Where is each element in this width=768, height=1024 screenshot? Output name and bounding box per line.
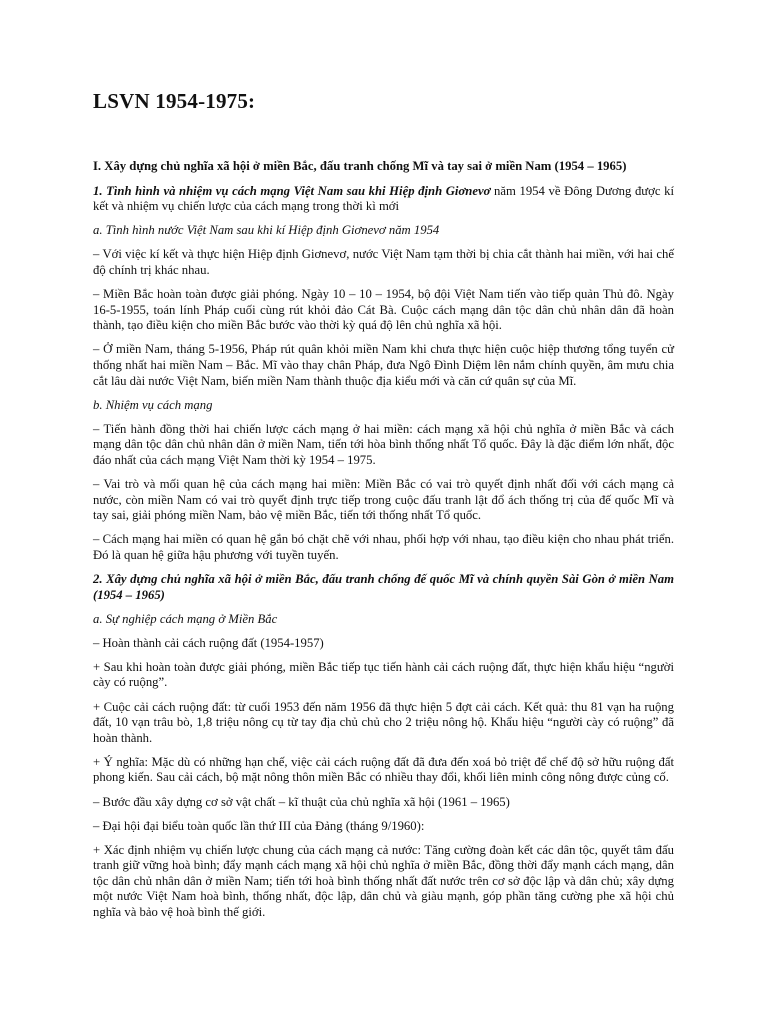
paragraph-6: – Cách mạng hai miền có quan hệ gắn bó chặt chẽ với nhau, phối hợp với nhau, tạo điều kiện cho nhau phát triển. Đó là quan hệ giữa hậu phương với tuyền tuyến. [93,532,674,562]
paragraph-9: + Cuộc cải cách ruộng đất: từ cuối 1953 đến năm 1956 đã thực hiện 5 đợt cải cách. Kết quả: thu 81 vạn ha ruộng đất, 10 vạn trâu bò, 1,8 triệu nông cụ từ tay địa chủ chủ cho 2 triệu nông hộ. Khẩu hiệu “người cày có ruộng” đã hoàn thành. [93,699,674,745]
paragraph-11: – Bước đầu xây dựng cơ sở vật chất – kĩ thuật của chủ nghĩa xã hội (1961 – 1965) [93,794,510,809]
item-b1: b. Nhiệm vụ cách mạng [93,397,213,412]
paragraph-12: – Đại hội đại biểu toàn quốc lần thứ III của Đảng (tháng 9/1960): [93,818,425,833]
paragraph-10: + Ý nghĩa: Mặc dù có những hạn chế, việc cải cách ruộng đất đã đưa đến xoá bỏ triệt để chế độ sở hữu ruộng đất phong kiến. Sau cải cách, bộ mặt nông thôn miền Bắc có nhiều thay đổi, khối liên minh công nông được củng cố. [93,754,674,785]
section-heading-1: I. Xây dựng chủ nghĩa xã hội ở miền Bắc, đấu tranh chống Mĩ và tay sai ở miền Nam (1954 – 1965) [93,159,627,173]
paragraph-13: + Xác định nhiệm vụ chiến lược chung của cách mạng cả nước: Tăng cường đoàn kết các dân tộc, quyết tâm đấu tranh giữ vững hoà bình; đẩy mạnh cách mạng xã hội chủ nghĩa ở miền Bắc, đồng thời đẩy mạnh cách mạng, dân tộc dân chủ nhân dân ở miền Nam; tiến tới hoà bình thống nhất đất nước trên cơ sở độc lập và dân chủ; xây dựng một nước Việt Nam hoà bình, thống nhất, độc lập, dân chủ và giàu mạnh, góp phần tăng cường phe xã hội chủ nghĩa và bảo vệ hoà bình thế giới. [93,842,674,920]
paragraph-2: – Miền Bắc hoàn toàn được giải phóng. Ngày 10 – 10 – 1954, bộ đội Việt Nam tiến vào tiếp quản Thủ đô. Ngày 16-5-1955, toán lính Pháp cuối cùng rút khỏi đảo Cát Bà. Cuộc cách mạng dân tộc dân chủ nhân dân đã hoàn thành, tạo điều kiện cho miền Bắc bước vào thời kỳ quá độ lên chủ nghĩa xã hội. [93,287,674,333]
document-title: LSVN 1954-1975: [93,89,256,113]
subsection-heading-2: 2. Xây dựng chủ nghĩa xã hội ở miền Bắc, đấu tranh chống đế quốc Mĩ và chính quyền Sài Gòn ở miền Nam (1954 – 1965) [93,571,674,602]
item-a2: a. Sự nghiệp cách mạng ở Miền Bắc [93,611,278,626]
paragraph-7: – Hoàn thành cải cách ruộng đất (1954-1957) [93,635,324,650]
paragraph-8: + Sau khi hoàn toàn được giải phóng, miền Bắc tiếp tục tiến hành cải cách ruộng đất, thực hiện khẩu hiệu “người cày có ruộng”. [93,659,674,690]
paragraph-3: – Ở miền Nam, tháng 5-1956, Pháp rút quân khỏi miền Nam khi chưa thực hiện cuộc hiệp thương tổng tuyển cử thống nhất hai miền Nam – Bắc. Mĩ vào thay chân Pháp, đưa Ngô Đình Diệm lên nắm chính quyền, âm mưu chia cắt lâu dài nước Việt Nam, biến miền Nam thành thuộc địa kiểu mới và căn cứ quân sự của Mĩ. [93,342,674,388]
subsection-heading-1-rest: năm 1954 về Đông Dương được kí kết và nhiệm vụ chiến lược của cách mạng trong thời kì mới [93,183,674,214]
subsection-heading-1 [93,184,674,215]
item-a1: a. Tình hình nước Việt Nam sau khi kí Hiệp định Giơnevơ năm 1954 [93,223,440,238]
paragraph-4: – Tiến hành đồng thời hai chiến lược cách mạng ở hai miền: cách mạng xã hội chủ nghĩa ở miền Bắc và cách mạng dân tộc dân chủ nhân dân ở miền Nam, tiến tới hòa bình thống nhất Tổ quốc. Đây là đặc điểm lớn nhất, độc đáo nhất của cách mạng Việt Nam thời kỳ 1954 – 1975. [93,421,674,467]
paragraph-5: – Vai trò và mối quan hệ của cách mạng hai miền: Miền Bắc có vai trò quyết định nhất đối với cách mạng cả nước, còn miền Nam có vai trò quyết định trực tiếp trong cuộc đấu tranh lật đổ ách thống trị của đế quốc Mĩ và tay sai, giải phóng miền Nam, bảo vệ miền Bắc, tiến tới thống nhất Tổ quốc. [93,477,674,523]
paragraph-1: – Với việc kí kết và thực hiện Hiệp định Giơnevơ, nước Việt Nam tạm thời bị chia cắt thành hai miền, với hai chế độ chính trị khác nhau. [93,247,674,277]
subsection-heading-1-bold: 1. Tình hình và nhiệm vụ cách mạng Việt Nam sau khi Hiệp định Giơnevơ [93,183,491,198]
